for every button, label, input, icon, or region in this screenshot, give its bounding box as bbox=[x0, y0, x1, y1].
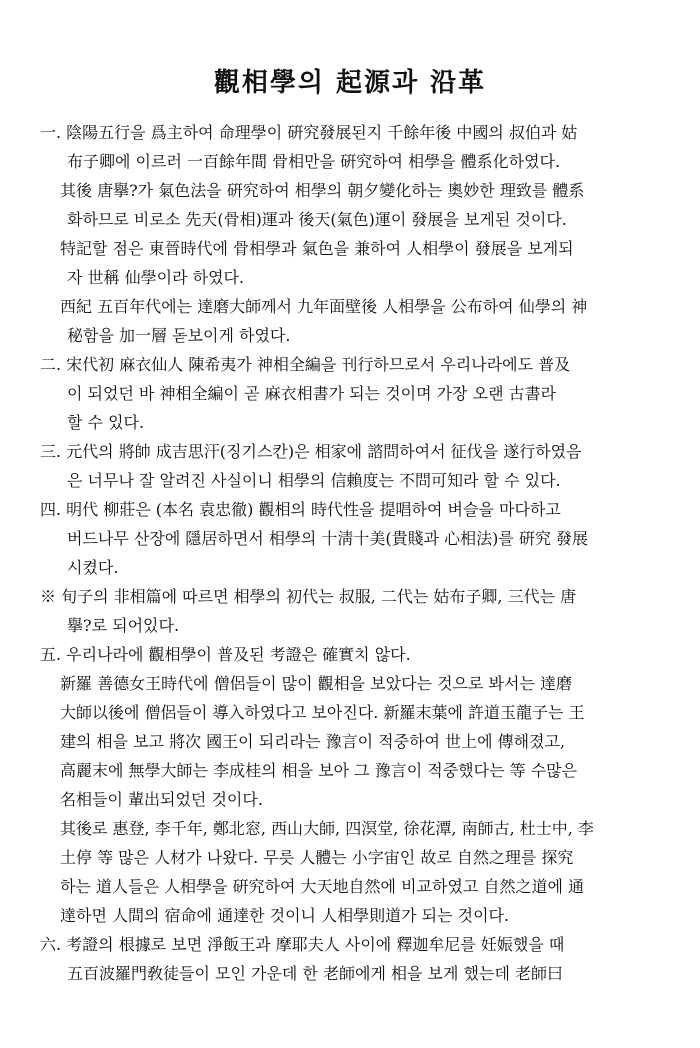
text-line-content: ※ 旬子의 非相篇에 따르면 相學의 初代는 叔服, 二代는 姑布子卿, 三代는 唐 bbox=[40, 587, 577, 606]
text-line bbox=[0, 350, 700, 379]
text-line bbox=[0, 118, 700, 147]
text-line bbox=[0, 872, 700, 901]
text-line-content: 建의 相을 보고 將次 國王이 되리라는 豫言이 적중하여 世上에 傳해졌고, bbox=[60, 732, 566, 751]
text-line bbox=[0, 234, 700, 263]
text-line-content: 화하므로 비로소 先天(骨相)運과 後天(氣色)運이 發展을 보게된 것이다. bbox=[67, 210, 567, 229]
text-line bbox=[0, 901, 700, 930]
text-line bbox=[0, 698, 700, 727]
text-line bbox=[0, 176, 700, 205]
text-line-content: 布子卿에 이르러 一百餘年間 骨相만을 硏究하여 相學을 體系化하였다. bbox=[67, 152, 561, 171]
text-line-content: 擧?로 되어있다. bbox=[67, 616, 180, 635]
text-line bbox=[0, 959, 700, 988]
text-line bbox=[0, 553, 700, 582]
text-line-content: 버드나무 산장에 隱居하면서 相學의 十淸十美(貴賤과 心相法)를 硏究 發展 bbox=[67, 529, 589, 548]
text-line-content: 五百波羅門敎徒들이 모인 가운데 한 老師에게 相을 보게 했는데 老師曰 bbox=[67, 964, 563, 983]
text-line bbox=[0, 292, 700, 321]
text-line-content: 은 너무나 잘 알려진 사실이니 相學의 信賴度는 不問可知라 할 수 있다. bbox=[67, 471, 561, 490]
text-line-content: 達하면 人間의 宿命에 通達한 것이니 人相學則道가 되는 것이다. bbox=[60, 906, 510, 925]
text-line-content: 五. 우리나라에 觀相學이 普及된 考證은 確實치 않다. bbox=[40, 645, 411, 664]
text-line bbox=[0, 843, 700, 872]
text-line-content: 土停 等 많은 人材가 나왔다. 무릇 人體는 小字宙인 故로 自然之理를 探究 bbox=[60, 848, 574, 867]
page-title: 觀相學의 起源과 沿革 bbox=[213, 68, 487, 98]
text-line bbox=[0, 437, 700, 466]
text-line bbox=[0, 727, 700, 756]
text-line-content: 名相들이 輩出되었던 것이다. bbox=[60, 790, 263, 809]
text-line bbox=[0, 582, 700, 611]
text-line bbox=[0, 147, 700, 176]
text-line-content: 할 수 있다. bbox=[67, 413, 145, 432]
text-line-content: 秘함을 加一層 돋보이게 하였다. bbox=[67, 326, 291, 345]
text-line-content: 三. 元代의 將帥 成吉思汗(징기스칸)은 相家에 諮問하여서 征伐을 遂行하였음 bbox=[40, 442, 582, 461]
text-line-content: 特記할 점은 東晉時代에 骨相學과 氣色을 兼하여 人相學이 發展을 보게되 bbox=[60, 239, 574, 258]
text-line-content: 其後 唐擧?가 氣色法을 硏究하여 相學의 朝夕變化하는 奧妙한 理致를 體系 bbox=[60, 181, 585, 200]
text-line-content: 一. 陰陽五行을 爲主하여 命理學이 硏究發展된지 千餘年後 中國의 叔伯과 姑 bbox=[40, 123, 578, 142]
text-line-content: 二. 宋代初 麻衣仙人 陳希夷가 神相全編을 刊行하므로서 우리나라에도 普及 bbox=[40, 355, 571, 374]
text-line-content: 西紀 五百年代에는 達磨大師께서 九年面壁後 人相學을 公布하여 仙學의 神 bbox=[60, 297, 588, 316]
text-line bbox=[0, 524, 700, 553]
text-line-content: 高麗末에 無學大師는 李成桂의 相을 보아 그 豫言이 적중했다는 等 수많은 bbox=[60, 761, 578, 780]
text-line bbox=[0, 785, 700, 814]
text-line-content: 四. 明代 柳莊은 (本名 袁忠徹) 觀相의 時代性을 提唱하여 벼슬을 마다하고 bbox=[40, 500, 561, 519]
text-line bbox=[0, 466, 700, 495]
text-line-content: 시켰다. bbox=[67, 558, 119, 577]
text-line bbox=[0, 930, 700, 959]
text-line bbox=[0, 379, 700, 408]
text-line bbox=[0, 756, 700, 785]
body-text bbox=[0, 118, 700, 988]
text-line bbox=[0, 640, 700, 669]
text-line-content: 이 되었던 바 神相全編이 곧 麻衣相書가 되는 것이며 가장 오랜 古書라 bbox=[67, 384, 557, 403]
text-line bbox=[0, 263, 700, 292]
text-line-content: 하는 道人들은 人相學을 硏究하여 大天地自然에 비교하였고 自然之道에 通 bbox=[60, 877, 584, 896]
text-line-content: 六. 考證의 根據로 보면 淨飯王과 摩耶夫人 사이에 釋迦牟尼를 妊娠했을 때 bbox=[40, 935, 565, 954]
text-line-content: 大師以後에 僧侶들이 導入하였다고 보아진다. 新羅末葉에 許道玉龍子는 王 bbox=[60, 703, 585, 722]
text-line bbox=[0, 814, 700, 843]
text-line bbox=[0, 495, 700, 524]
text-line-content: 新羅 善德女王時代에 僧侶들이 많이 觀相을 보았다는 것으로 봐서는 達磨 bbox=[60, 674, 572, 693]
text-line bbox=[0, 321, 700, 350]
text-line-content: 자 世稱 仙學이라 하였다. bbox=[67, 268, 245, 287]
text-line bbox=[0, 408, 700, 437]
text-line bbox=[0, 669, 700, 698]
text-line-content: 其後로 惠登, 李千年, 鄭北窓, 西山大師, 四溟堂, 徐花潭, 南師古, 杜士中, 李 bbox=[60, 819, 594, 838]
text-line bbox=[0, 205, 700, 234]
text-line bbox=[0, 611, 700, 640]
